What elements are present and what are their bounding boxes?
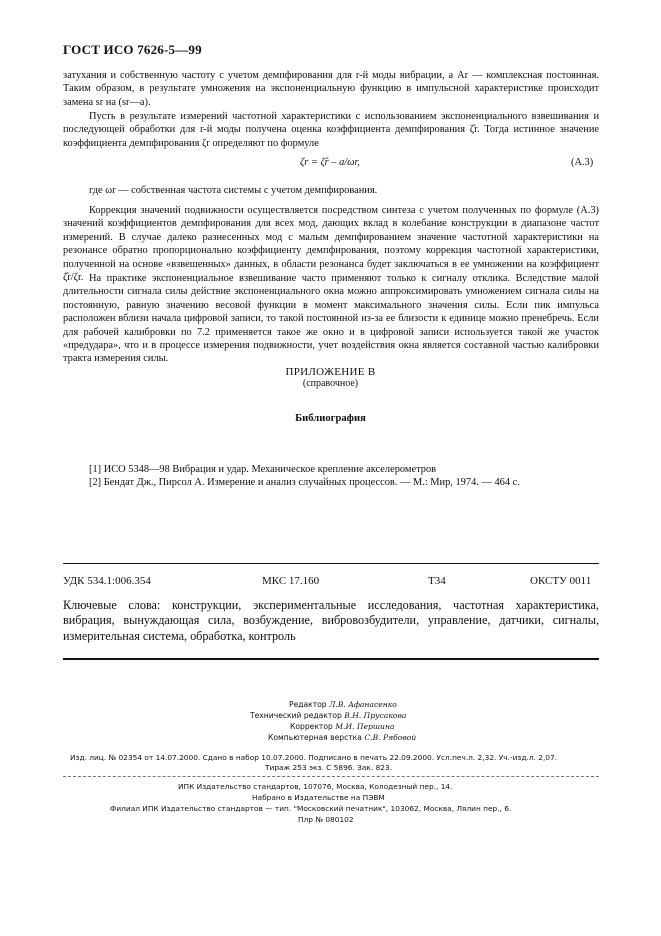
credit-person: С.В. Рябовой bbox=[364, 733, 417, 742]
credit-person: М.И. Першина bbox=[335, 722, 395, 731]
t-code: Т34 bbox=[428, 575, 446, 587]
credit-label: Технический редактор bbox=[250, 711, 342, 720]
credit-person: В.Н. Прусакова bbox=[344, 711, 407, 720]
credit-tech-editor bbox=[250, 711, 406, 721]
print-info-license: Изд. лиц. № 02354 от 14.07.2000. Сдано в набор 10.07.2000. Подписано в печать 22.09.2000. Усл.печ.л. 2,32. Уч.-изд.л. 2,07. bbox=[70, 753, 558, 762]
formula-number: (А.3) bbox=[571, 157, 594, 168]
publisher-address: ИПК Издательство стандартов, 107076, Москва, Колодезный пер., 14. bbox=[178, 782, 453, 791]
credit-corrector bbox=[290, 722, 394, 732]
paragraph-2: Пусть в результате измерений частотной характеристики с использованием экспоненциального взвешивания и последующей обработки для r-й моды получена оценка коэффициента демпфирования ζ̂r. Тогда истинное значение коэффициента демпфирования ζr определяют по формуле bbox=[63, 111, 599, 149]
credit-label: Редактор bbox=[289, 700, 327, 709]
printer-address: Филиал ИПК Издательство стандартов — тип. "Московский печатник", 103062, Москва, Лялин пер., 6. bbox=[110, 804, 512, 813]
credit-label: Компьютерная верстка bbox=[268, 733, 362, 742]
formula-a3: ζr = ζ̂r – a/ωr, bbox=[300, 157, 361, 168]
paragraph-3: Коррекция значений подвижности осуществляется посредством синтеза с учетом полученных по формуле (А.3) значений коэффициентов демпфирования для всех мод, дающих вклад в колебание конструкции в диапазоне частот измерений. В случае далеко разнесенных мод с малым демпфированием значение частотной характеристики на резонансе обратно пропорционально коэффициенту демпфирования, поэтому коррекция частотной характеристики, полученной на основе «взвешенных» данных, в области резонанса будет заключаться в ее умножении на коэффициент ζ̂r/ζr. bbox=[63, 205, 599, 284]
print-info-run: Тираж 253 экз. С 5896. Зак. 823. bbox=[265, 763, 393, 772]
credit-label: Корректор bbox=[290, 722, 333, 731]
bibliography-title: Библиография bbox=[295, 413, 366, 424]
mks-code: МКС 17.160 bbox=[262, 575, 320, 587]
bibliography-item: [1] ИСО 5348—98 Вибрация и удар. Механическое крепление акселерометров bbox=[89, 464, 437, 475]
formula-where-line: где ωr — собственная частота системы с учетом демпфирования. bbox=[89, 185, 378, 196]
appendix-title: ПРИЛОЖЕНИЕ В bbox=[285, 366, 376, 378]
udk-code: УДК 534.1:006.354 bbox=[63, 575, 151, 587]
paragraph-1: затухания и собственную частоту с учетом демпфирования для r-й моды вибрации, а Ar — комплексная постоянная. Таким образом, в результате умножения на экспоненциальную функцию в импульсной характеристике происходит замена sr на (sr—a). bbox=[63, 70, 599, 108]
typeset-note: Набрано в Издательстве на ПЭВМ bbox=[252, 793, 385, 802]
divider-top bbox=[63, 563, 599, 564]
credit-editor bbox=[289, 700, 397, 710]
divider-bottom bbox=[63, 658, 599, 660]
okstu-code: ОКСТУ 0011 bbox=[530, 575, 592, 587]
bibliography-item: [2] Бендат Дж., Пирсол А. Измерение и анализ случайных процессов. — М.: Мир, 1974. — 464 с. bbox=[89, 477, 520, 488]
appendix-subtitle: (справочное) bbox=[302, 378, 359, 389]
page-header-title: ГОСТ ИСО 7626-5—99 bbox=[63, 42, 202, 57]
paragraph-4: На практике экспоненциальное взвешивание часто применяют только к сигналу отклика. Вследствие малой длительности сигнала силы действие экспоненциального окна можно аппроксимировать умножением сигнала силы на постоянную, равную значению весовой функции в момент максимального значения силы. Если пик импульса расположен вблизи начала цифровой записи, то такой постоянной из-за ее близости к единице можно пренебречь. Если для рабочей калибровки по 7.2 применяется такое же окно и в цифровой записи используется такой же участок «предудара», что и в процессе измерения подвижности, учет воздействия окна является составной частью калибровки тракта измерения силы. bbox=[63, 273, 599, 365]
credit-person: Л.В. Афанасенко bbox=[329, 700, 397, 709]
credit-layout bbox=[268, 733, 416, 743]
dashed-divider bbox=[63, 776, 599, 777]
keywords: Ключевые слова: конструкции, экспериментальные исследования, частотная характеристика, вибрация, вынуждающая сила, возбуждение, вибровозбудители, управление, датчики, сигналы, измерительная система, обработка, контроль bbox=[63, 598, 599, 643]
printer-license: Плр № 080102 bbox=[298, 815, 354, 824]
